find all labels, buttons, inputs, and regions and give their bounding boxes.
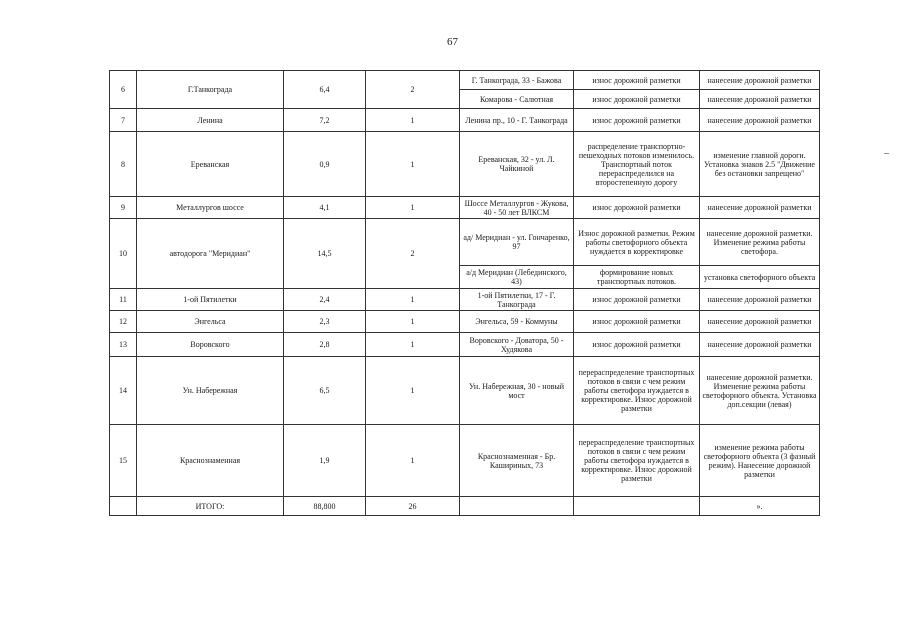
street-name: Ун. Набережная [137,357,284,425]
section-name: Комарова - Салютная [460,90,574,109]
problem-description: перераспределение транспортных потоков в связи с чем режим работы светофора нуждается в корректировке. Износ дорожной разметки [574,425,700,497]
totals-row [110,497,820,516]
page-number: 67 [447,36,458,48]
table-row [110,333,820,357]
section-count: 2 [366,219,460,289]
section-count: 1 [366,333,460,357]
problem-description: износ дорожной разметки [574,289,700,311]
section-name: Ун. Набережная, 30 - новый мост [460,357,574,425]
section-name: Г. Танкограда, 33 - Бажова [460,71,574,90]
planned-measure: нанесение дорожной разметки [700,90,820,109]
table-row [110,425,820,497]
section-name: Воровского - Доватора, 50 - Худякова [460,333,574,357]
street-length: 6,5 [284,357,366,425]
row-number: 11 [110,289,137,311]
street-name: Г.Танкограда [137,71,284,109]
problem-description: износ дорожной разметки [574,90,700,109]
section-count: 1 [366,425,460,497]
street-name: Краснознаменная [137,425,284,497]
table-row [110,311,820,333]
table-row [110,71,820,90]
row-number: 8 [110,132,137,197]
planned-measure: нанесение дорожной разметки. Изменение режима работы светофорного объекта. Установка доп.секции (левая) [700,357,820,425]
problem-description: износ дорожной разметки [574,311,700,333]
totals-blank [460,497,574,516]
margin-mark: – [884,148,889,159]
closing-quote-mark: ». [700,497,820,516]
table-row [110,219,820,266]
section-count: 1 [366,109,460,132]
planned-measure: нанесение дорожной разметки [700,197,820,219]
totals-length: 88,800 [284,497,366,516]
planned-measure: изменение главной дороги. Установка знаков 2.5 "Движение без остановки запрещено" [700,132,820,197]
table-row [110,132,820,197]
section-count: 1 [366,311,460,333]
section-name: Энгельса, 59 - Коммуны [460,311,574,333]
table-row [110,289,820,311]
road-measures-table [109,70,820,516]
planned-measure: изменение режима работы светофорного объекта (3 фазный режим). Нанесение дорожной разметки [700,425,820,497]
planned-measure: нанесение дорожной разметки. Изменение режима работы светофора. [700,219,820,266]
planned-measure: нанесение дорожной разметки [700,311,820,333]
planned-measure: нанесение дорожной разметки [700,333,820,357]
problem-description: износ дорожной разметки [574,109,700,132]
street-length: 2,8 [284,333,366,357]
problem-description: формирование новых транспортных потоков. [574,266,700,289]
table-row [110,197,820,219]
street-length: 6,4 [284,71,366,109]
totals-blank [574,497,700,516]
section-name: ад/ Меридиан - ул. Гончаренко, 97 [460,219,574,266]
street-length: 1,9 [284,425,366,497]
problem-description: износ дорожной разметки [574,71,700,90]
problem-description: распределение транспортно-пешеходных потоков изменилось. Транспортный поток перераспределился на второстепенную дорогу [574,132,700,197]
row-number: 13 [110,333,137,357]
street-length: 0,9 [284,132,366,197]
street-length: 4,1 [284,197,366,219]
planned-measure: нанесение дорожной разметки [700,109,820,132]
section-name: Краснознаменная - Бр. Кашириных, 73 [460,425,574,497]
problem-description: износ дорожной разметки [574,333,700,357]
street-name: Энгельса [137,311,284,333]
planned-measure: установка светофорного объекта [700,266,820,289]
section-name: 1-ой Пятилетки, 17 - Г. Танкограда [460,289,574,311]
street-name: 1-ой Пятилетки [137,289,284,311]
section-count: 1 [366,289,460,311]
street-name: Ленина [137,109,284,132]
problem-description: износ дорожной разметки [574,197,700,219]
section-count: 1 [366,132,460,197]
street-length: 7,2 [284,109,366,132]
row-number: 7 [110,109,137,132]
row-number: 9 [110,197,137,219]
row-number: 14 [110,357,137,425]
street-length: 14,5 [284,219,366,289]
section-count: 2 [366,71,460,109]
section-name: а/д Меридиан (Лебединского, 43) [460,266,574,289]
table-row [110,357,820,425]
row-number: 12 [110,311,137,333]
section-name: Шоссе Металлургов - Жукова, 40 - 50 лет ВЛКСМ [460,197,574,219]
section-name: Ереванская, 32 - ул. Л. Чайкиной [460,132,574,197]
planned-measure: нанесение дорожной разметки [700,71,820,90]
problem-description: перераспределение транспортных потоков в связи с чем режим работы светофора нуждается в корректировке. Износ дорожной разметки [574,357,700,425]
row-number: 10 [110,219,137,289]
totals-blank [110,497,137,516]
street-name: автодорога "Меридиан" [137,219,284,289]
street-name: Воровского [137,333,284,357]
street-name: Ереванская [137,132,284,197]
totals-label: ИТОГО: [137,497,284,516]
row-number: 6 [110,71,137,109]
street-length: 2,3 [284,311,366,333]
section-count: 1 [366,197,460,219]
section-count: 1 [366,357,460,425]
section-name: Ленина пр., 10 - Г. Танкограда [460,109,574,132]
street-length: 2,4 [284,289,366,311]
problem-description: Износ дорожной разметки. Режим работы светофорного объекта нуждается в корректировке [574,219,700,266]
row-number: 15 [110,425,137,497]
planned-measure: нанесение дорожной разметки [700,289,820,311]
table-row [110,109,820,132]
street-name: Металлургов шоссе [137,197,284,219]
totals-count: 26 [366,497,460,516]
